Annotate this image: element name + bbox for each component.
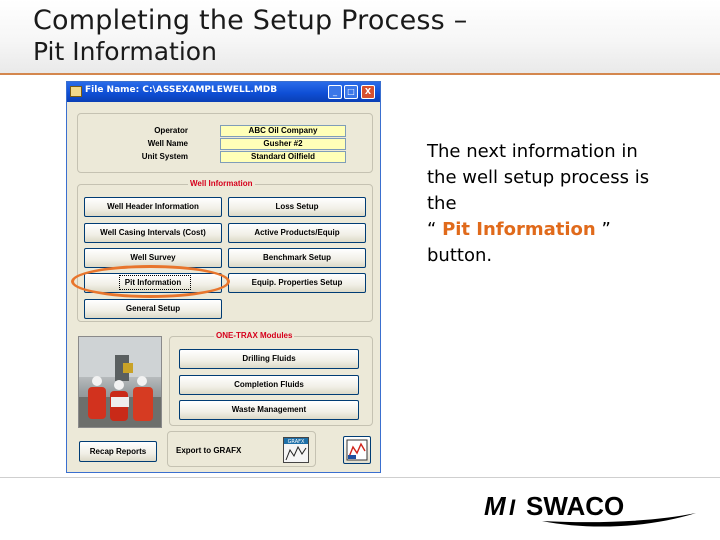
loss-setup-button[interactable]: Loss Setup bbox=[228, 197, 366, 217]
pit-information-label: Pit Information bbox=[124, 278, 182, 287]
well-survey-button[interactable]: Well Survey bbox=[84, 248, 222, 268]
pit-information-emphasis: Pit Information bbox=[442, 219, 596, 240]
body-line-3: the bbox=[427, 193, 457, 214]
export-panel bbox=[167, 431, 316, 467]
chart-report-icon bbox=[344, 437, 370, 463]
slide-header bbox=[0, 0, 720, 74]
minimize-button[interactable]: _ bbox=[328, 85, 342, 99]
close-quote: ” bbox=[601, 219, 611, 240]
operator-label: Operator bbox=[154, 126, 188, 135]
crew-photo-image bbox=[79, 337, 162, 428]
recap-reports-button[interactable]: Recap Reports bbox=[79, 441, 157, 462]
footer-divider bbox=[0, 477, 720, 478]
body-line-2: the well setup process is bbox=[427, 167, 650, 188]
operator-field[interactable]: ABC Oil Company bbox=[220, 125, 346, 137]
slide-title-line-2: Pit Information bbox=[33, 37, 217, 66]
grafx-icon bbox=[284, 438, 308, 462]
slide-title bbox=[33, 5, 467, 67]
body-line-5: button. bbox=[427, 245, 493, 266]
grafx-icon-text: GRAFX bbox=[287, 439, 305, 445]
window-title: File Name: C:\ASSEXAMPLEWELL.MDB bbox=[85, 85, 278, 95]
open-quote: “ bbox=[427, 219, 437, 240]
miswaco-logo bbox=[482, 487, 702, 533]
well-info-panel bbox=[77, 113, 373, 173]
slide-title-line-1: Completing the Setup Process – bbox=[33, 5, 468, 36]
well-information-label: Well Information bbox=[190, 179, 253, 188]
benchmark-setup-button[interactable]: Benchmark Setup bbox=[228, 248, 366, 268]
close-button[interactable]: X bbox=[361, 85, 375, 99]
unit-system-label: Unit System bbox=[141, 152, 188, 161]
maximize-button[interactable]: □ bbox=[344, 85, 358, 99]
drilling-fluids-button[interactable]: Drilling Fluids bbox=[179, 349, 359, 369]
header-divider bbox=[0, 73, 720, 75]
waste-management-button[interactable]: Waste Management bbox=[179, 400, 359, 420]
logo-i-text: I bbox=[509, 495, 516, 520]
graph-report-button[interactable] bbox=[343, 436, 371, 464]
logo-mi-text: M bbox=[484, 491, 506, 521]
active-products-button[interactable]: Active Products/Equip bbox=[228, 223, 366, 243]
completion-fluids-button[interactable]: Completion Fluids bbox=[179, 375, 359, 395]
body-line-1: The next information in bbox=[427, 141, 638, 162]
one-trax-label: ONE-TRAX Modules bbox=[216, 331, 293, 340]
well-information-group bbox=[77, 179, 373, 322]
unit-system-field[interactable]: Standard Oilfield bbox=[220, 151, 346, 163]
window-titlebar[interactable] bbox=[67, 82, 380, 102]
well-name-label: Well Name bbox=[147, 139, 188, 148]
logo-swaco-text: SWACO bbox=[526, 491, 625, 521]
slide-body-text bbox=[427, 139, 707, 269]
grafx-export-button[interactable] bbox=[283, 437, 309, 463]
equip-properties-button[interactable]: Equip. Properties Setup bbox=[228, 273, 366, 293]
pit-information-highlight bbox=[71, 265, 230, 298]
well-header-button[interactable]: Well Header Information bbox=[84, 197, 222, 217]
general-setup-button[interactable]: General Setup bbox=[84, 299, 222, 319]
body-line-4 bbox=[427, 217, 707, 243]
casing-intervals-button[interactable]: Well Casing Intervals (Cost) bbox=[84, 223, 222, 243]
crew-photo bbox=[78, 336, 162, 428]
well-name-field[interactable]: Gusher #2 bbox=[220, 138, 346, 150]
app-icon bbox=[70, 86, 82, 97]
one-trax-group bbox=[169, 331, 373, 426]
export-label: Export to GRAFX bbox=[176, 446, 242, 455]
